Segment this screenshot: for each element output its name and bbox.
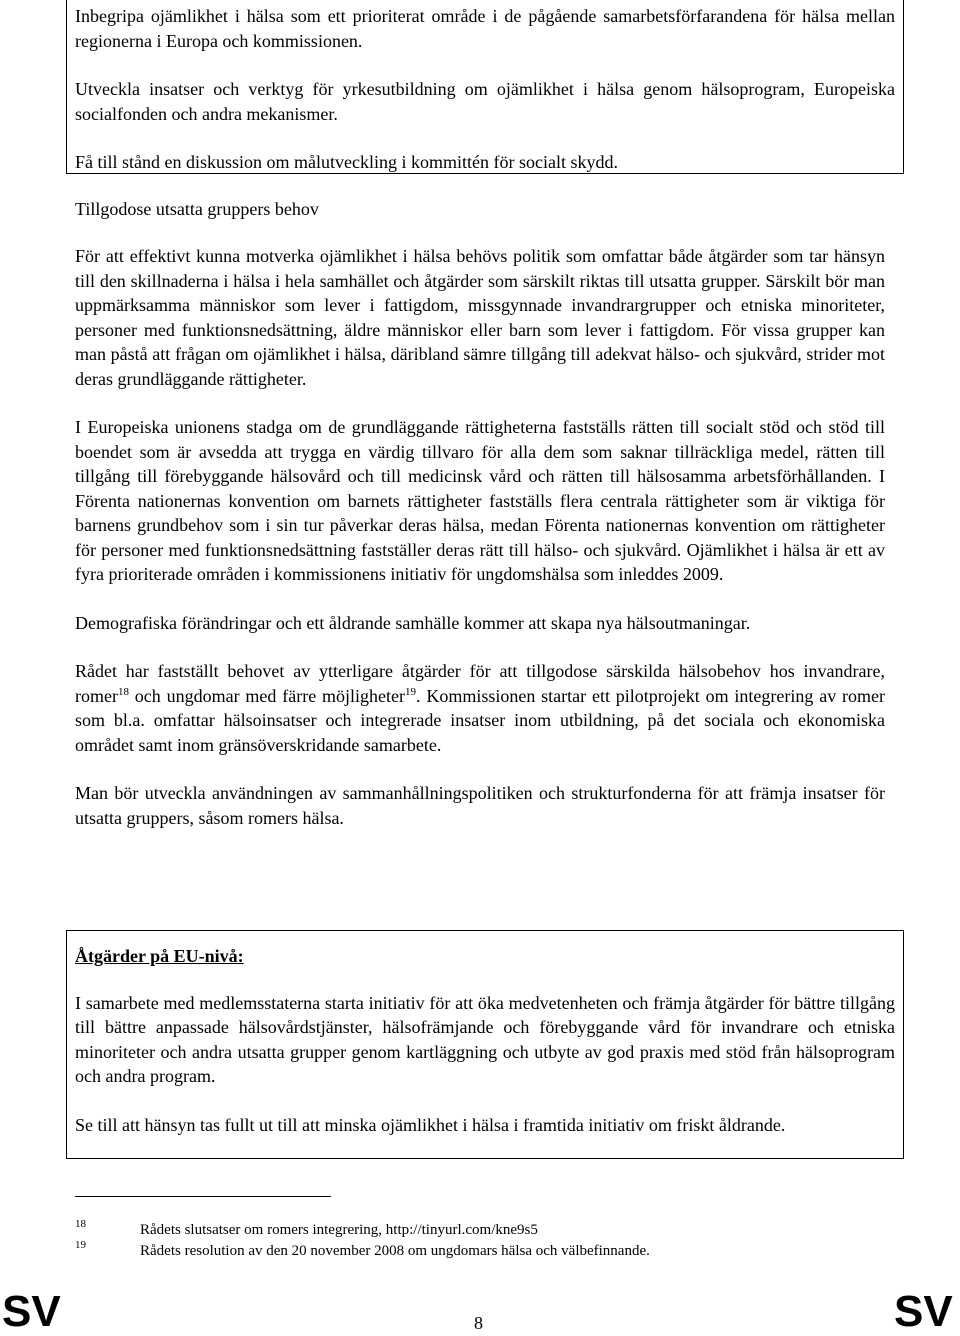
footnote-text: Rådets slutsatser om romers integrering, http://tinyurl.com/kne9s5 xyxy=(140,1222,538,1238)
eu-actions-box xyxy=(66,930,904,1159)
footnote-number: 18 xyxy=(75,1218,86,1230)
paragraph-text: . Kommissionen startar ett pilotprojekt om integrering av romer som bl.a. omfattar hälsoinsatser och integrerade insatser inom utbildning, på det sociala och ekonomiska området samt inom gränsöverskridande samarbete. xyxy=(75,685,885,755)
footnote-ref[interactable]: 19 xyxy=(405,685,417,698)
paragraph-text: och ungdomar med färre möjligheter xyxy=(128,685,406,706)
section-heading: Tillgodose utsatta gruppers behov xyxy=(75,199,319,219)
language-code-right: SV xyxy=(894,1287,953,1336)
body-paragraph: Demografiska förändringar och ett åldrande samhälle kommer att skapa nya hälsoutmaningar. xyxy=(75,612,751,633)
box-paragraph: Få till stånd en diskussion om målutveckling i kommittén för socialt skydd. xyxy=(75,152,618,172)
paragraph-text: Rådet har fastställt behovet av ytterligare åtgärder för att tillgodose särskilda hälsobehov hos invandrare, romer xyxy=(75,661,885,706)
box-paragraph: I samarbete med medlemsstaterna starta initiativ för att öka medvetenheten och främja åtgärder för bättre tillgång till bättre anpassade hälsovårdstjänster, hälsofrämjande och förebyggande vård för invandrare och etniska minoriteter och andra utsatta grupper genom kartläggning och utbyte av god praxis med stöd från hälsoprogram och andra program. xyxy=(75,992,895,1086)
body-paragraph: För att effektivt kunna motverka ojämlikhet i hälsa behövs politik som omfattar både åtgärder som tar hänsyn till den skillnaderna i hälsa i hela samhället och åtgärder som särskilt riktas till utsatta grupper. Särskilt bör man uppmärksamma människor som lever i fattigdom, missgynnade invandrargrupper och etniska minoriteter, personer med funktionsnedsättning, äldre människor eller barn som lever i fattigdom. För vissa grupper kan man påstå att frågan om ojämlikhet i hälsa, däribland sämre tillgång till adekvat hälso- och sjukvård, strider mot deras grundläggande rättigheter. xyxy=(75,246,885,389)
footnote-separator xyxy=(75,1196,331,1197)
footnote-number: 19 xyxy=(75,1239,86,1251)
box-paragraph: Se till att hänsyn tas fullt ut till att minska ojämlikhet i hälsa i framtida initiativ om friskt åldrande. xyxy=(75,1114,786,1135)
eu-actions-heading: Åtgärder på EU-nivå: xyxy=(75,946,244,966)
footnote-ref[interactable]: 18 xyxy=(117,685,129,698)
section-heading-block xyxy=(75,197,885,222)
footnote-text: Rådets resolution av den 20 november 2008 om ungdomars hälsa och välbefinnande. xyxy=(140,1243,650,1259)
page-number: 8 xyxy=(474,1313,483,1333)
body-paragraph xyxy=(75,659,885,757)
section-body xyxy=(75,244,885,830)
box-paragraph: Inbegripa ojämlikhet i hälsa som ett prioriterat område i de pågående samarbetsförfarandena för hälsa mellan regionerna i Europa och kommissionen. xyxy=(75,6,895,51)
box-paragraph: Utveckla insatser och verktyg för yrkesutbildning om ojämlikhet i hälsa genom hälsoprogram, Europeiska socialfonden och andra mekanismer. xyxy=(75,79,895,124)
recommendations-box xyxy=(66,0,904,174)
body-paragraph: I Europeiska unionens stadga om de grundläggande rättigheterna fastställs rätten till socialt stöd och stöd till boendet som är avsedda att trygga en värdig tillvaro för alla dem som saknar tillräckliga medel, rätten till tillgång till förebyggande hälsovård och till medicinsk vård och rätten till hälsosamma arbetsförhållanden. I Förenta nationernas konvention om barnets rättigheter fastställs flera centrala rättigheter som är viktiga för barnens grundbehov som i sin tur påverkar deras hälsa, medan Förenta nationernas konvention om rättigheter för personer med funktionsnedsättning fastställer deras rätt till hälso- och sjukvård. Ojämlikhet i hälsa är ett av fyra prioriterade områden i kommissionens initiativ för ungdomshälsa som inleddes 2009. xyxy=(75,417,885,584)
body-paragraph: Man bör utveckla användningen av sammanhållningspolitiken och strukturfonderna för att främja insatser för utsatta gruppers, såsom romers hälsa. xyxy=(75,783,885,828)
language-code-left: SV xyxy=(2,1287,61,1336)
